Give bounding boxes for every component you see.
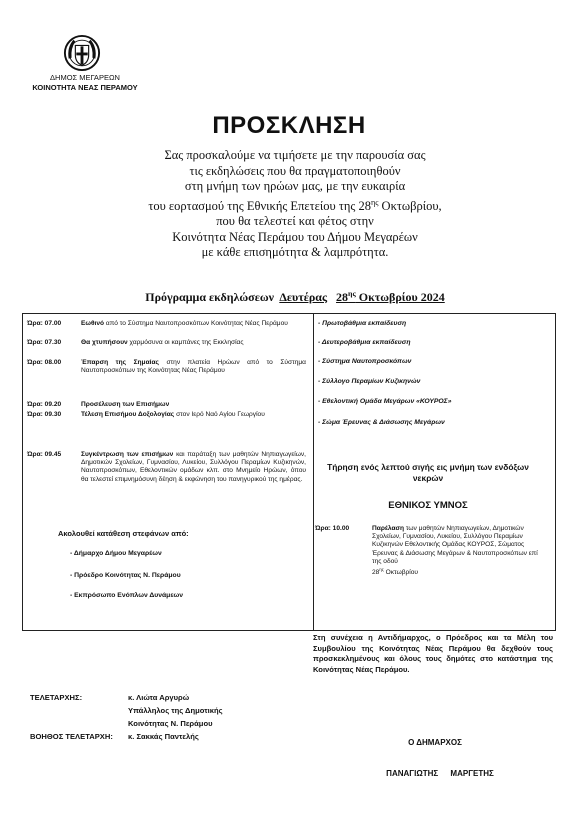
- schedule-desc: [81, 339, 306, 347]
- invitation-text: [60, 148, 530, 261]
- intro-line: τις εκδηλώσεις που θα πραγματοποιηθούν: [189, 163, 401, 178]
- schedule-detail: και παράταξη των μαθητών Νηπιαγωγείων, Δημοτικών Σχολείων, Γυμνασίου, Λυκείου, Συλλόγου Περαμίων Κυζικηνών, Ναυτοπροσκόπων, Εθελοντικών ομάδων κλπ. στο Μνημείο Ηρώων, όπου θα τελεστεί επιμνημόσυνη δέηση & εκφώνηση του πανηγυρικού της ημέρας.: [81, 451, 307, 483]
- schedule-row: [27, 320, 306, 328]
- street-rest: Οκτωβρίου: [383, 569, 418, 577]
- parade-detail: των μαθητών Νηπιαγωγείων, Δημοτικών Σχολείων, Γυμνασίου, Λυκείου, Συλλόγου Περαμίων Κυζικηνών Εθελοντικής Ομάδας ΚΟΥΡΟΣ, Σώματος Έρευνας & Διάσωσης Μεγάρων & Ναυτοπροσκόπων επί της οδού: [372, 525, 538, 565]
- parade-time: Ώρα: 10.00: [315, 525, 350, 532]
- schedule-event: Εωθινό: [81, 320, 105, 327]
- date-rest: Οκτωβρίου 2024: [355, 290, 445, 304]
- schedule-desc: [81, 359, 306, 375]
- community-name: ΚΟΙΝΟΤΗΤΑ ΝΕΑΣ ΠΕΡΑΜΟΥ: [32, 83, 138, 92]
- participant-item: - Εθελοντική Ομάδα Μεγάρων «ΚΟΥΡΟΣ»: [318, 398, 452, 405]
- intro-text: του εορτασμού της Εθνικής Επετείου της 28: [148, 198, 371, 213]
- teletarchis-line: [30, 693, 189, 702]
- minute-of-silence: Τήρηση ενός λεπτού σιγής εις μνήμη των ενδόξων νεκρών: [327, 462, 529, 483]
- wreath-item: - Δήμαρχο Δήμου Μεγαρέων: [70, 550, 162, 557]
- schedule-event: Προσέλευση των Επισήμων: [81, 401, 170, 408]
- street-sup: ης: [379, 567, 384, 573]
- schedule-time: Ώρα: 07.00: [27, 320, 62, 327]
- intro-text: Οκτωβρίου,: [378, 198, 442, 213]
- program-day: Δευτέρας: [279, 290, 328, 304]
- schedule-time: Ώρα: 07.30: [27, 339, 62, 346]
- schedule-time: Ώρα: 08.00: [27, 359, 62, 366]
- schedule-detail: από το Σύστημα Ναυτοπροσκόπων Κοινότητας Νέας Περάμου: [104, 320, 288, 327]
- parade-desc: [372, 525, 547, 577]
- wreath-heading: Ακολουθεί κατάθεση στεφάνων από:: [58, 529, 189, 538]
- program-date: [336, 290, 445, 304]
- wreath-item: - Εκπρόσωπο Ενόπλων Δυνάμεων: [70, 592, 184, 599]
- parade-event: Παρέλαση: [372, 525, 405, 532]
- teletarchis-name: κ. Λιώτα Αργυρώ: [128, 693, 190, 702]
- reception-note: Στη συνέχεια η Αντιδήμαρχος, ο Πρόεδρος και τα Μέλη του Συμβουλίου της Κοινότητας Νέας Περάμου θα δεχθούν τους προσκεκλημένους και όλους τους δημότες στο κατάστημα της Κοινότητας Νέας Περάμου.: [313, 633, 553, 674]
- schedule-detail: στον Ιερό Ναό Αγίου Γεωργίου: [174, 411, 265, 418]
- schedule-row: [27, 359, 306, 375]
- schedule-detail: στην πλατεία Ηρώων από το Σύστημα Ναυτοπροσκόπων της Κοινότητας Νέας Περάμου: [81, 359, 306, 375]
- intro-sup: ης: [370, 197, 379, 207]
- participant-item: - Σύλλογο Περαμίων Κυζικηνών: [318, 378, 421, 385]
- wreath-item: - Πρόεδρο Κοινότητας Ν. Περάμου: [70, 572, 181, 579]
- schedule-row: [27, 401, 306, 409]
- participant-item: - Σύστημα Ναυτοπροσκόπων: [318, 358, 412, 365]
- schedule-time: Ώρα: 09.45: [27, 451, 62, 458]
- parade-row: [315, 525, 555, 577]
- schedule-desc: [81, 401, 306, 409]
- intro-line: στη μνήμη των ηρώων μας, με την ευκαιρία: [184, 179, 406, 193]
- intro-line: Σας προσκαλούμε να τιμήσετε με την παρουσία σας: [164, 148, 426, 162]
- municipality-name: ΔΗΜΟΣ ΜΕΓΑΡΕΩΝ: [50, 73, 120, 82]
- program-title: [60, 289, 530, 305]
- assistant-name: κ. Σακκάς Παντελής: [128, 732, 199, 741]
- assistant-label: ΒΟΗΘΟΣ ΤΕΛΕΤΑΡΧΗ:: [30, 732, 113, 741]
- schedule-row: [27, 451, 306, 484]
- schedule-row: [27, 339, 306, 347]
- schedule-event: Θα χτυπήσουν: [81, 339, 128, 346]
- participant-item: - Δευτεροβάθμια εκπαίδευση: [318, 339, 411, 346]
- schedule-time: Ώρα: 09.30: [27, 411, 62, 418]
- column-divider: [313, 314, 314, 630]
- teletarchis-role: Κοινότητας Ν. Περάμου: [128, 719, 213, 728]
- street-number: 28: [372, 569, 380, 577]
- date-number: 28: [336, 290, 349, 304]
- teletarchis-role: Υπάλληλος της Δημοτικής: [128, 706, 223, 715]
- intro-line: [60, 195, 530, 215]
- schedule-event: Τέλεση Επισήμου Δοξολογίας: [81, 411, 175, 418]
- schedule-time: Ώρα: 09.20: [27, 401, 62, 408]
- intro-line: Κοινότητα Νέας Περάμου του Δήμου Μεγαρέων: [172, 229, 418, 244]
- schedule-desc: [81, 411, 306, 419]
- greek-coat-of-arms-icon: [63, 34, 101, 72]
- participant-item: - Σώμα Έρευνας & Διάσωσης Μεγάρων: [318, 419, 445, 426]
- mayor-name: ΠΑΝΑΓΙΩΤΗΣ ΜΑΡΓΕΤΗΣ: [386, 769, 494, 778]
- intro-line: με κάθε επισημότητα & λαμπρότητα.: [201, 245, 389, 260]
- national-anthem: ΕΘΝΙΚΟΣ ΥΜΝΟΣ: [388, 500, 468, 511]
- schedule-desc: [81, 451, 306, 484]
- mayor-title: Ο ΔΗΜΑΡΧΟΣ: [408, 738, 462, 747]
- schedule-event: Συγκέντρωση των επισήμων: [81, 451, 174, 458]
- program-title-prefix: Πρόγραμμα εκδηλώσεων: [145, 290, 274, 304]
- teletarchis-label: ΤΕΛΕΤΑΡΧΗΣ:: [30, 693, 83, 702]
- assistant-line: [30, 732, 199, 741]
- page-title: ΠΡΟΣΚΛΗΣΗ: [212, 112, 366, 139]
- schedule-desc: [81, 320, 306, 328]
- schedule-detail: χαρμόσυνα οι καμπάνες της Εκκλησίας: [127, 339, 244, 346]
- schedule-event: Έπαρση της Σημαίας: [81, 359, 159, 366]
- date-sup: ης: [348, 289, 356, 298]
- schedule-row: [27, 411, 306, 419]
- intro-line: που θα τελεστεί και φέτος στην: [216, 214, 374, 229]
- participant-item: - Πρωτοβάθμια εκπαίδευση: [318, 320, 407, 327]
